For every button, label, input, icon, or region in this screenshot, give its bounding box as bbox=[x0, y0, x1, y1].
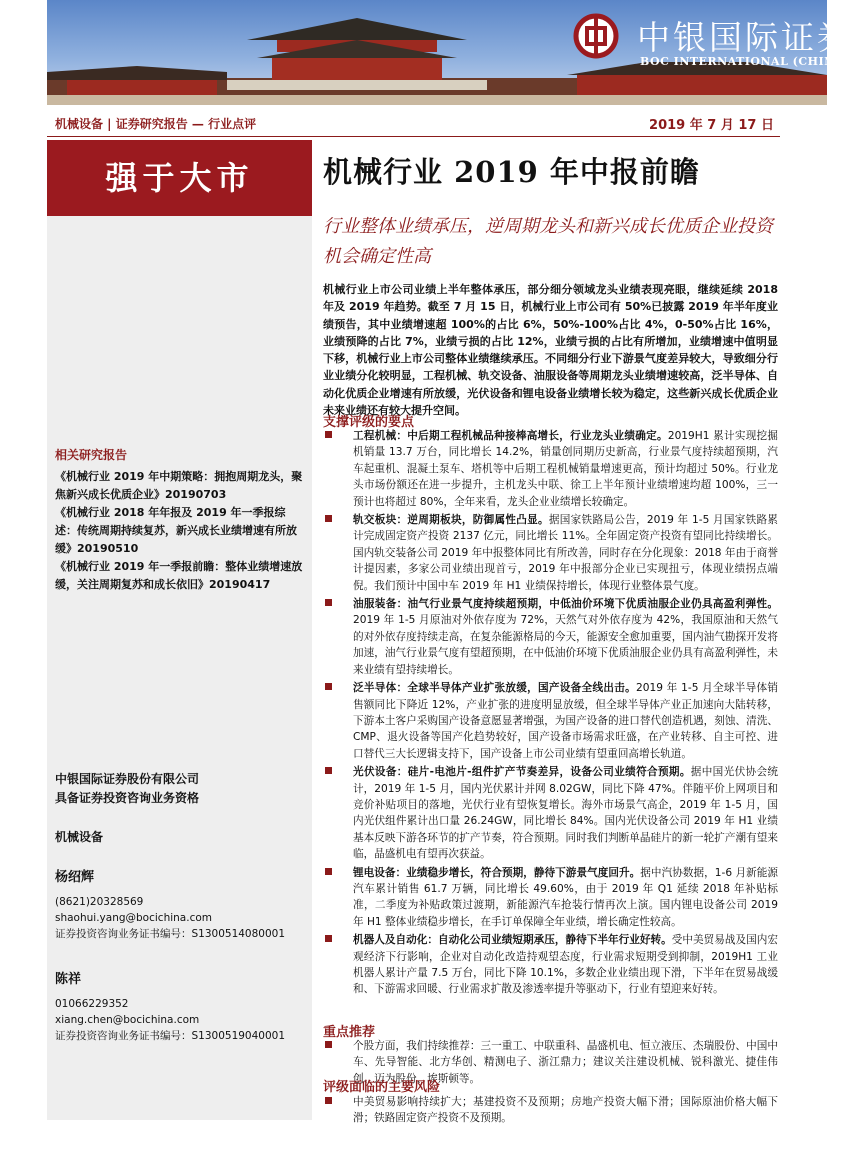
bullet-icon bbox=[325, 767, 332, 774]
report-subtitle: 行业整体业绩承压，逆周期龙头和新兴成长优质企业投资机会确定性高 bbox=[323, 216, 773, 267]
key-point-head: 泛半导体：全球半导体产业扩张放缓，国产设备全线出击。 bbox=[353, 682, 636, 695]
bullet-icon bbox=[325, 599, 332, 606]
rating-badge: 强于大市 bbox=[47, 140, 312, 216]
analyst-name: 杨绍辉 bbox=[55, 870, 95, 885]
bullet-icon bbox=[325, 868, 332, 875]
section-title-support: 支撑评级的要点 bbox=[323, 415, 415, 430]
related-report-item[interactable]: 《机械行业 2018 年年报及 2019 年一季报综述：传统周期持续复苏，新兴成长业绩增速有所放缓》20190510 bbox=[55, 506, 297, 555]
key-point bbox=[323, 512, 778, 594]
key-point bbox=[323, 428, 778, 510]
key-point-body: 据中国光伏协会统计，2019 年 1-5 月，国内光伏累计并网 8.02GW，同比下降 47%。伴随平价上网项目和竞价补贴项目的落地，光伏行业有望恢复增长。海外市场景气高企，2019 年 1-5 月，国内光伏组件累计出口量 26.24GW，同比增长 84%。国内光伏设备公司 2019 年 H1 业绩基本反映下游各环节的扩产节奏，符合预期。同时我们判断单晶硅片的新一轮扩产潮有望来临，晶盛机电有望再次获益。 bbox=[353, 766, 778, 861]
risk-item bbox=[323, 1094, 778, 1127]
key-point-body: 2019 年 1-5 月原油对外依存度为 72%，天然气对外依存度为 42%，我国原油和天然气的对外依存度持续走高，在复杂能源格局的今天，能源安全愈加重要，国内油气勘探开发将加速，油气行业景气度有望超预期，在中低油价环境下优质油服企业仍具有高盈利弹性，未来业绩有望持续增长。 bbox=[353, 614, 778, 676]
key-point-head: 油服装备：油气行业景气度持续超预期，中低油价环境下优质油服企业仍具高盈利弹性。 bbox=[353, 598, 778, 611]
risk-text: 中美贸易影响持续扩大；基建投资不及预期；房地产投资大幅下滑；国际原油价格大幅下滑；铁路固定资产投资不及预期。 bbox=[353, 1096, 778, 1125]
summary-paragraph: 机械行业上市公司业绩上半年整体承压，部分细分领域龙头业绩表现亮眼，继续延续 2018 年及 2019 年趋势。截至 7 月 15 日，机械行业上市公司有 50%已披露 2019 年半年度业绩预告，其中业绩增速超 100%的占比 6%，50%-100%占比 4%，0-50%占比 16%，业绩预降的占比 7%，业绩亏损的占比 12%，业绩亏损的占比有所增加，业绩增速中值明显下移，机械行业上市公司整体业绩继续承压。不同细分行业下游景气度差异较大，导致细分行业业绩分化较明显，工程机械、轨交设备、油服设备等周期龙头业绩增速较高，泛半导体、自动化优质企业增速有所放缓，光伏设备和锂电设备业绩增长较为稳定，这些新兴成长优质企业未来业绩还有较大提升空间。 bbox=[323, 283, 778, 418]
key-point bbox=[323, 865, 778, 931]
boc-logo-icon bbox=[574, 14, 618, 58]
analyst-email[interactable]: xiang.chen@bocichina.com bbox=[55, 1014, 200, 1026]
section-title-risk: 评级面临的主要风险 bbox=[323, 1080, 441, 1095]
bullet-icon bbox=[325, 935, 332, 942]
bullet-icon bbox=[325, 1041, 332, 1048]
key-point-head: 轨交板块：逆周期板块，防御属性凸显。 bbox=[353, 514, 549, 527]
analyst-phone: 01066229352 bbox=[55, 998, 129, 1010]
risk-block bbox=[323, 1094, 778, 1129]
key-point bbox=[323, 596, 778, 678]
brand-name-en: BOC INTERNATIONAL (CHINA) bbox=[640, 55, 850, 68]
header-banner bbox=[47, 0, 853, 105]
bullet-icon bbox=[325, 431, 332, 438]
brand-name-cn: 中银国际证券 bbox=[637, 18, 853, 57]
key-point-head: 锂电设备：业绩稳步增长，符合预期，静待下游景气度回升。 bbox=[353, 866, 641, 879]
company-name: 中银国际证券股份有限公司 bbox=[55, 772, 200, 786]
company-info bbox=[55, 770, 199, 808]
key-points-list bbox=[323, 428, 778, 1000]
key-point-body: 2019H1 累计实现挖掘机销量 13.7 万台，同比增长 14.2%，销量创同期历史新高，行业景气度持续超预期，汽车起重机、混凝土泵车、塔机等中后期工程机械销量增速更高，预计均超过 50%。行业龙头市场份额还在进一步提升，主机龙头中联、徐工上半年预计业绩增速均超 100%，三一预计也将超过 80%，全年来看，龙头企业业绩增长较确定。 bbox=[353, 430, 778, 508]
report-title: 机械行业 2019 年中报前瞻 bbox=[323, 155, 700, 189]
focus-text: 个股方面，我们持续推荐：三一重工、中联重科、晶盛机电、恒立液压、杰瑞股份、中国中车、先导智能、北方华创、精测电子、浙江鼎力；建议关注建设机械、锐科激光、捷佳伟创、迈为股份、埃斯顿等。 bbox=[353, 1040, 778, 1085]
key-point bbox=[323, 680, 778, 762]
report-header-bar bbox=[47, 110, 780, 137]
key-point bbox=[323, 764, 778, 862]
key-point-head: 光伏设备：硅片-电池片-组件扩产节奏差异，设备公司业绩符合预期。 bbox=[353, 766, 691, 779]
bullet-icon bbox=[325, 515, 332, 522]
key-point-head: 工程机械：中后期工程机械品种接棒高增长，行业龙头业绩确定。 bbox=[353, 430, 668, 442]
bullet-icon bbox=[325, 683, 332, 690]
analyst-card bbox=[55, 870, 310, 942]
related-report-item[interactable]: 《机械行业 2019 年中期策略：拥抱周期龙头，聚焦新兴成长优质企业》20190703 bbox=[55, 470, 303, 501]
sidebar bbox=[47, 140, 312, 1120]
analyst-cert: 证券投资咨询业务证书编号：S1300514080001 bbox=[55, 928, 286, 940]
report-date: 2019 年 7 月 17 日 bbox=[649, 118, 774, 133]
analyst-name: 陈祥 bbox=[55, 972, 82, 987]
key-point-body: 据国家铁路局公告，2019 年 1-5 月国家铁路累计完成固定资产投资 2137 亿元，同比增长 11%。全年固定资产投资有望同比持续增长。国内轨交装备公司 2019 年中报整体同比有所改善，同时存在分化现象：2018 年由于商誉计提因素，多家公司业绩出现首亏，2019 年中报部分企业已实现扭亏，体现业绩拐点端倪。我们预计中国中车 2019 年 H1 业绩保持增长，体现行业整体景气度。 bbox=[353, 514, 778, 592]
related-reports-title: 相关研究报告 bbox=[55, 448, 128, 462]
bullet-icon bbox=[325, 1097, 332, 1104]
analyst-phone: (8621)20328569 bbox=[55, 896, 144, 908]
company-qualification: 具备证券投资咨询业务资格 bbox=[55, 791, 200, 805]
related-reports-list bbox=[55, 468, 307, 594]
section-title-focus: 重点推荐 bbox=[323, 1025, 376, 1040]
analyst-cert: 证券投资咨询业务证书编号：S1300519040001 bbox=[55, 1030, 286, 1042]
key-point-body: 受中美贸易战及国内宏观经济下行影响，企业对自动化改造持观望态度，行业需求短期受到抑制，2019H1 工业机器人累计产量 7.5 万台，同比下降 10.1%，多数企业业绩出现下滑，下半年在贸易战缓和、下游需求回暖、行业需求扩散及渗透率提升等驱动下，行业有望迎来好转。 bbox=[353, 934, 779, 996]
key-point-head: 机器人及自动化：自动化公司业绩短期承压，静待下半年行业好转。 bbox=[353, 934, 672, 947]
key-point-body: 2019 年 1-5 月全球半导体销售额同比下降近 12%，产业扩张的进度明显放缓，但全球半导体产业正加速向大陆转移，下游本土客户采购国产设备意愿显著增强，为国产设备的进口替代创造机遇，刻蚀、清洗、CMP、退火设备等国产化趋势较好，国产设备市场需求旺盛，在产业转移、自主可控、进口替代三大长逻辑支持下，国产设备上市公司业绩有望重回高增长轨道。 bbox=[353, 682, 778, 760]
key-point-body: 据中汽协数据，1-6 月新能源汽车累计销售 61.7 万辆，同比增长 49.60%，由于 2019 年 Q1 延续 2018 年补贴标准，二季度为补贴政策过渡期，新能源汽车抢装行情再次上演。国内锂电设备公司 2019 年 H1 整体业绩稳步增长，在手订单保障全年业绩，增长确定性较高。 bbox=[353, 866, 779, 928]
key-point bbox=[323, 932, 778, 998]
report-category: 机械设备 | 证券研究报告 — 行业点评 bbox=[55, 117, 257, 131]
sector-label: 机械设备 bbox=[55, 830, 104, 844]
related-report-item[interactable]: 《机械行业 2019 年一季报前瞻：整体业绩增速放缓，关注周期复苏和成长依旧》20190417 bbox=[55, 560, 303, 591]
analyst-email[interactable]: shaohui.yang@bocichina.com bbox=[55, 912, 212, 924]
analyst-card bbox=[55, 972, 310, 1044]
